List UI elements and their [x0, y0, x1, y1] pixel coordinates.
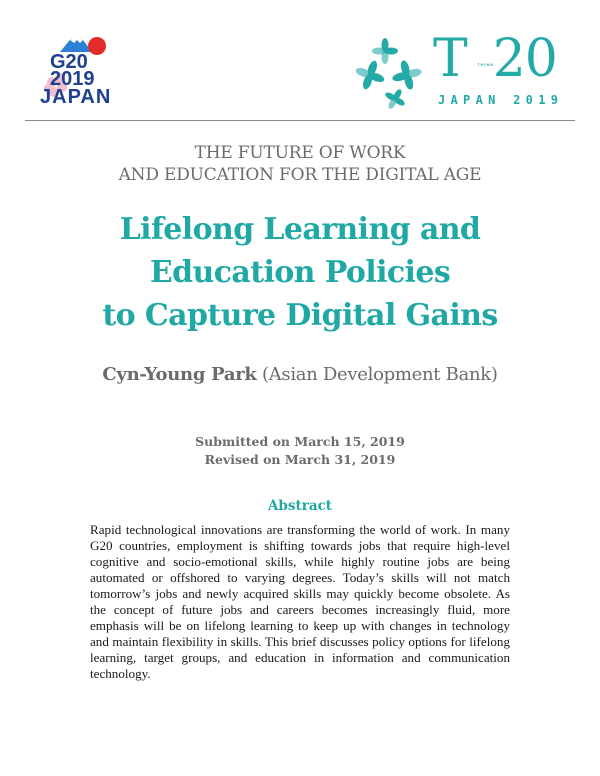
series-title-line: AND EDUCATION FOR THE DIGITAL AGE	[118, 165, 482, 185]
t20-logo-mark	[433, 29, 557, 89]
abstract-text: Rapid technological innovations are transforming the world of work. In many G20 countries, employment is shifting towards jobs that require high-level cognitive and socio-emotional skills, while highly routine jobs are being automated or offshored to varying degrees. Today’s skills will not match tomorrow’s jobs and newly acquired skills may quickly become obsolete. As the concept of future jobs and careers becomes increasingly fluid, more emphasis will be on lifelong learning to keep up with changes in technology and maintain flexibility in skills. This brief discusses policy options for lifelong learning, target groups, and education in information and communication technology.	[90, 522, 510, 681]
author-name: Cyn-Young Park	[102, 364, 257, 385]
series-title	[0, 142, 600, 186]
series-title-line: THE FUTURE OF WORK	[194, 143, 406, 163]
document-title	[0, 208, 600, 337]
author-affiliation: (Asian Development Bank)	[261, 364, 498, 385]
g20-logo-year: 2019	[50, 68, 95, 90]
g20-logo-country: JAPAN	[40, 86, 112, 108]
g20-japan-logo	[40, 30, 130, 110]
g20-logo-text: G20	[50, 51, 88, 73]
title-line: Education Policies	[149, 255, 451, 290]
submission-dates	[0, 433, 600, 469]
title-line: Lifelong Learning and	[119, 212, 481, 247]
abstract-heading: Abstract	[267, 498, 333, 514]
title-line: to Capture Digital Gains	[102, 298, 498, 333]
t20-logo-20: 20	[492, 29, 557, 89]
author-line	[0, 363, 600, 387]
header-divider	[25, 120, 575, 121]
submitted-date: Submitted on March 15, 2019	[195, 434, 405, 449]
t20-flower-emblem-icon	[355, 35, 435, 115]
t20-logo-think: THINK	[477, 62, 495, 67]
t20-logo-subtitle: JAPAN 2019	[438, 93, 564, 107]
t20-logo-t: T	[433, 29, 467, 89]
revised-date: Revised on March 31, 2019	[204, 452, 396, 467]
t20-japan-logo	[355, 29, 570, 115]
